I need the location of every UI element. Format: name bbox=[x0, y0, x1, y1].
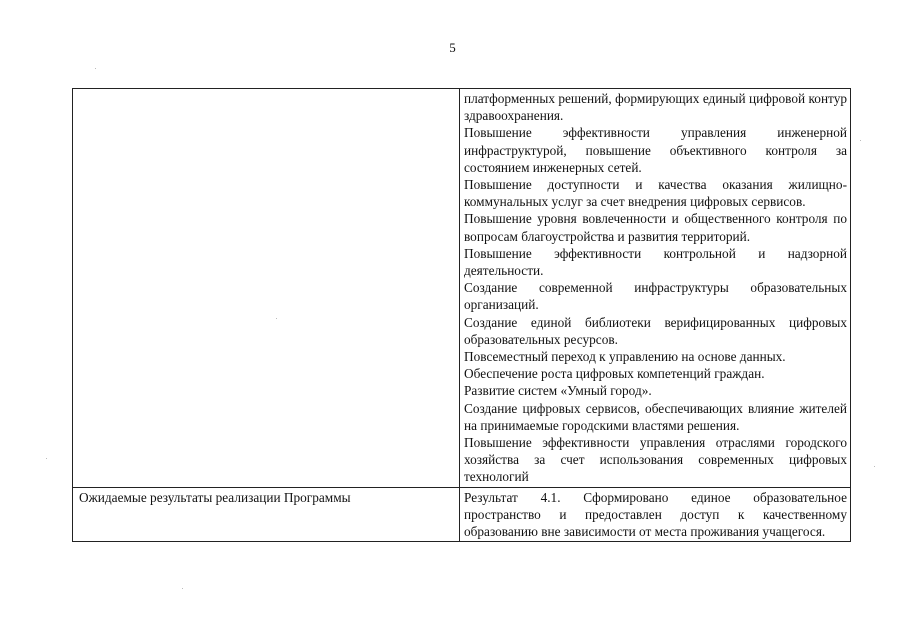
list-item: Повышение эффективности управления инженерной инфраструктурой, повышение объективного контроля за состоянием инженерных сетей. bbox=[464, 125, 847, 175]
page-number: 5 bbox=[449, 40, 456, 55]
left-cell-empty bbox=[73, 89, 460, 488]
list-item: Повсеместный переход к управлению на основе данных. bbox=[464, 349, 786, 365]
list-item: Обеспечение роста цифровых компетенций граждан. bbox=[464, 366, 765, 382]
list-item: Создание единой библиотеки верифицированных цифровых образовательных ресурсов. bbox=[464, 314, 847, 347]
table-row bbox=[73, 487, 851, 542]
program-table bbox=[72, 88, 851, 542]
list-item: Повышение эффективности управления отраслями городского хозяйства за счет использования современных цифровых технологий bbox=[464, 435, 847, 485]
scan-speck bbox=[182, 588, 183, 589]
scan-speck bbox=[95, 68, 96, 69]
scan-speck bbox=[860, 140, 861, 141]
list-item: Создание современной инфраструктуры образовательных организаций. bbox=[464, 280, 847, 313]
right-cell-results bbox=[460, 487, 851, 542]
list-item: Повышение доступности и качества оказания жилищно-коммунальных услуг за счет внедрения цифровых сервисов. bbox=[464, 177, 847, 210]
scan-speck bbox=[276, 318, 277, 319]
list-item: Результат 4.1. Сформировано единое образовательное пространство и предоставлен доступ к качественному образованию вне зависимости от места проживания учащегося. bbox=[464, 489, 847, 540]
list-item: Развитие систем «Умный город». bbox=[464, 383, 652, 399]
left-cell-label: Ожидаемые результаты реализации Программы bbox=[73, 487, 460, 542]
scan-speck bbox=[46, 458, 47, 459]
list-item: Повышение эффективности контрольной и надзорной деятельности. bbox=[464, 245, 847, 279]
table-row bbox=[73, 89, 851, 488]
right-cell-goals bbox=[460, 89, 851, 488]
list-item: Создание цифровых сервисов, обеспечивающих влияние жителей на принимаемые городскими властями решения. bbox=[464, 400, 847, 433]
scan-speck bbox=[874, 466, 875, 467]
list-item: платформенных решений, формирующих единый цифровой контур здравоохранения. bbox=[464, 91, 847, 124]
list-item: Повышение уровня вовлеченности и общественного контроля по вопросам благоустройства и развития территорий. bbox=[464, 211, 847, 244]
